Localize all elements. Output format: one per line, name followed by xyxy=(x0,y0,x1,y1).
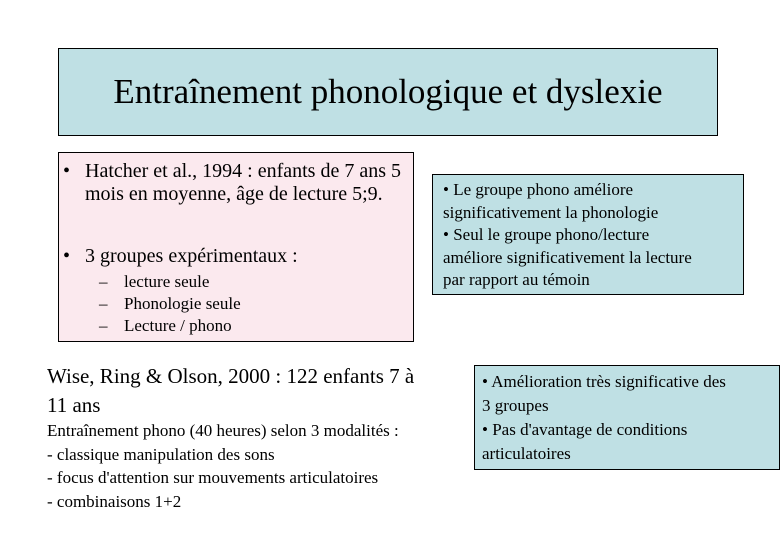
sub-item-lecture-phono xyxy=(99,315,232,337)
result-line: par rapport au témoin xyxy=(443,270,590,289)
sub-item-phonologie xyxy=(99,293,241,315)
result-line: articulatoires xyxy=(482,444,571,463)
bullet-symbol: • xyxy=(63,245,71,267)
dash-symbol: – xyxy=(99,316,108,335)
slide-title: Entraînement phonologique et dyslexie xyxy=(113,72,663,111)
result-line: 3 groupes xyxy=(482,396,549,415)
wise-detail-line: - classique manipulation des sons xyxy=(47,444,275,464)
wise-heading-line: Wise, Ring & Olson, 2000 : 122 enfants 7 à xyxy=(47,364,415,388)
sub-item-label: Phonologie seule xyxy=(124,294,241,313)
result-line: améliore significativement la lecture xyxy=(443,247,692,267)
sub-item-lecture xyxy=(99,271,209,293)
sub-item-label: lecture seule xyxy=(124,272,210,291)
bullet-symbol: • xyxy=(63,160,71,182)
hatcher-results-box xyxy=(432,174,744,295)
wise-detail-line: - focus d'attention sur mouvements articulatoires xyxy=(47,468,379,487)
dash-symbol: – xyxy=(99,272,108,291)
hatcher-bullet xyxy=(63,160,413,206)
result-line: • Amélioration très significative des xyxy=(482,372,726,391)
result-line: • Seul le groupe phono/lecture xyxy=(443,225,650,244)
groups-text: 3 groupes expérimentaux : xyxy=(85,245,298,267)
sub-item-label: Lecture / phono xyxy=(124,316,232,335)
groups-bullet xyxy=(63,245,413,268)
title-box xyxy=(58,48,718,136)
wise-detail-line: Entraînement phono (40 heures) selon 3 modalités : xyxy=(47,421,399,440)
wise-heading-line: 11 ans xyxy=(47,393,101,417)
hatcher-text: Hatcher et al., 1994 : enfants de 7 ans 5 mois en moyenne, âge de lecture 5;9. xyxy=(85,160,402,205)
hatcher-box xyxy=(58,152,414,342)
dash-symbol: – xyxy=(99,294,108,313)
result-line: • Le groupe phono améliore xyxy=(443,180,634,199)
result-line: significativement la phonologie xyxy=(443,202,659,222)
result-line: • Pas d'avantage de conditions xyxy=(482,420,688,439)
wise-heading xyxy=(47,362,477,420)
wise-details xyxy=(47,419,477,513)
wise-detail-line: - combinaisons 1+2 xyxy=(47,491,182,511)
wise-results-box xyxy=(474,365,780,470)
